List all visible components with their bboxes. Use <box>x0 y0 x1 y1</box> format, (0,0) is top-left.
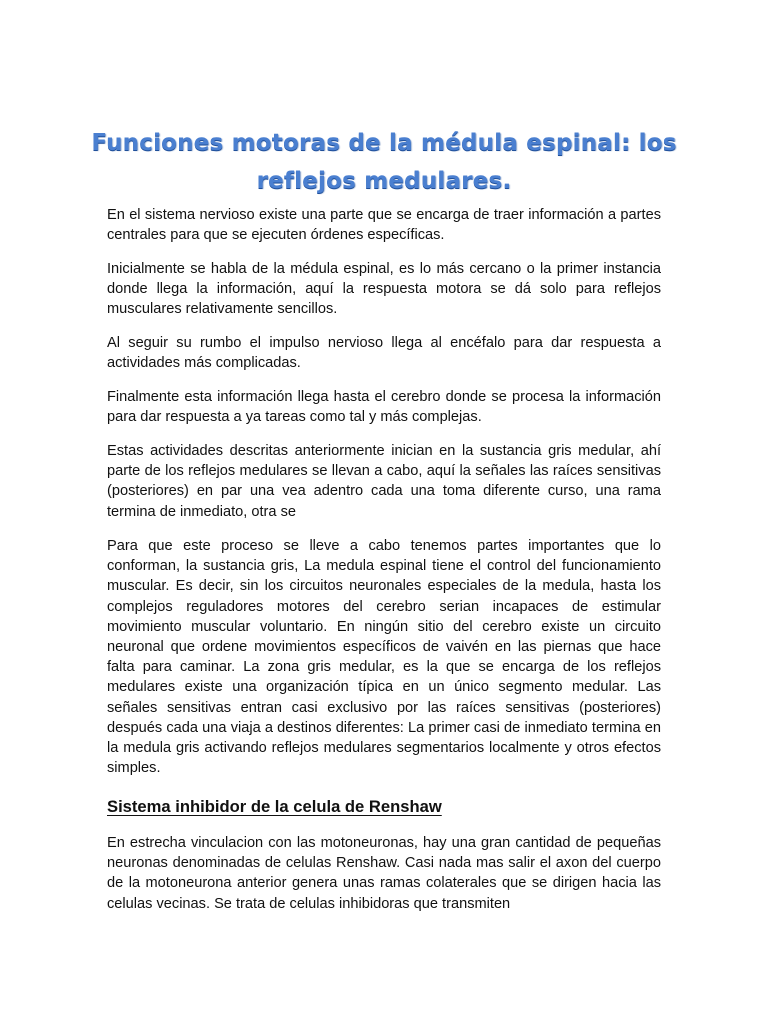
paragraph-renshaw <box>107 833 661 914</box>
paragraph-text: Estas actividades descritas anteriormente inician en la sustancia gris medular, ahí parte de los reflejos medulares se llevan a cabo, aquí la señales las raíces sensitivas (posteriores) en par una vea adentro cada una toma diferente curso, una rama termina de inmediato, otra se <box>107 443 661 520</box>
document-title: Funciones motoras de la médula espinal: los reflejos medulares. <box>91 130 677 194</box>
paragraph-text: Inicialmente se habla de la médula espinal, es lo más cercano o la primer instancia donde llega la información, aquí la respuesta motora se dá solo para reflejos musculares relativamente sencillos. <box>107 261 661 318</box>
paragraph-text: Para que este proceso se lleve a cabo tenemos partes importantes que lo conforman, la sustancia gris, La medula espinal tiene el control del funcionamiento muscular. Es decir, sin los circuitos neuronales especiales de la medula, hasta los complejos reguladores motores del cerebro serian incapaces de estimular movimiento muscular voluntario. En ningún sitio del cerebro existe un circuito neuronal que ordene movimientos específicos de vaivén en las piernas que hace falta para caminar. La zona gris medular, es la que se encarga de los reflejos medulares existe una organización típica en un único segmento medular. Las señales sensitivas entran casi exclusivo por las raíces sensitivas (posteriores) después cada una viaja a destinos diferentes: La primer casi de inmediato termina en la medula gris activando reflejos medulares segmentarios localmente y otros efectos simples. <box>107 538 661 777</box>
paragraph-cerebro <box>107 387 661 427</box>
paragraph-text: Finalmente esta información llega hasta el cerebro donde se procesa la información para dar respuesta a ya tareas como tal y más complejas. <box>107 389 661 426</box>
paragraph-text: Al seguir su rumbo el impulso nervioso llega al encéfalo para dar respuesta a actividades más complicadas. <box>107 335 661 372</box>
paragraph-intro <box>107 205 661 245</box>
section-heading-renshaw: Sistema inhibidor de la celula de Renshaw <box>107 797 442 816</box>
paragraph-encefalo <box>107 333 661 373</box>
paragraph-medula <box>107 259 661 320</box>
paragraph-proceso <box>107 536 661 778</box>
paragraph-sustancia-gris <box>107 441 661 522</box>
paragraph-text: En el sistema nervioso existe una parte que se encarga de traer información a partes centrales para que se ejecuten órdenes específicas. <box>107 207 661 244</box>
paragraph-text: En estrecha vinculacion con las motoneuronas, hay una gran cantidad de pequeñas neuronas denominadas de celulas Renshaw. Casi nada mas salir el axon del cuerpo de la motoneurona anterior genera unas ramas colaterales que se dirigen hacia las celulas vecinas. Se trata de celulas inhibidoras que transmiten <box>107 835 661 912</box>
